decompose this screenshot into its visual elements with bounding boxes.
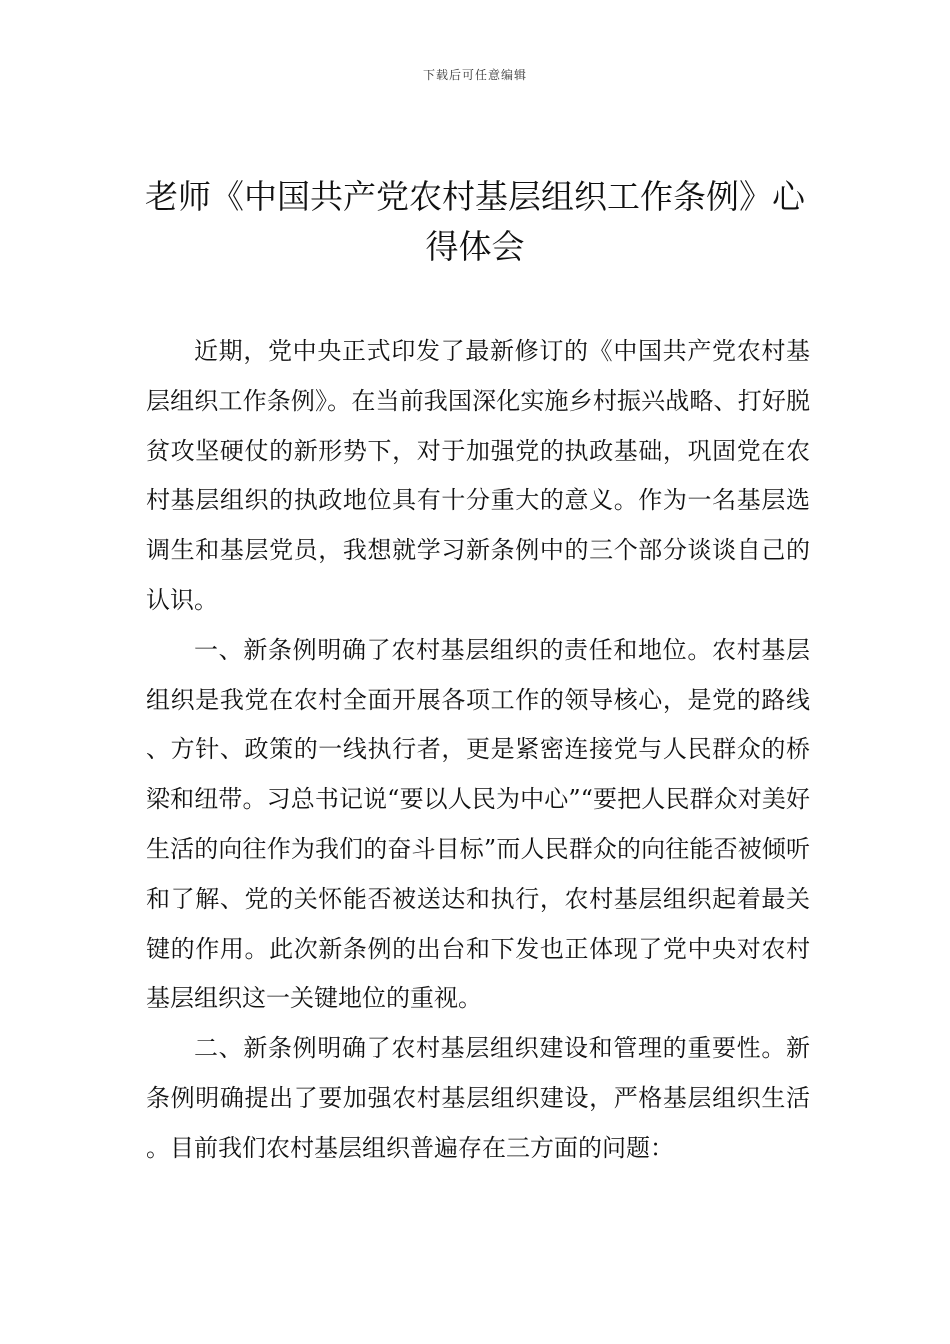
- document-title: 老师《中国共产党农村基层组织工作条例》心得体会: [145, 177, 805, 266]
- header-note: 下载后可任意编辑: [422, 68, 527, 82]
- paragraph-intro: 近期，党中央正式印发了最新修订的《中国共产党农村基层组织工作条例》。在当前我国深化实施乡村振兴战略、打好脱贫攻坚硬仗的新形势下，对于加强党的执政基础，巩固党在农村基层组织的执政地位具有十分重大的意义。作为一名基层选调生和基层党员，我想就学习新条例中的三个部分谈谈自己的认识。: [146, 337, 810, 614]
- document-body: [146, 327, 810, 1174]
- paragraph-section-one: 一、新条例明确了农村基层组织的责任和地位。农村基层组织是我党在农村全面开展各项工作的领导核心，是党的路线、方针、政策的一线执行者，更是紧密连接党与人民群众的桥梁和纽带。习总书记说“要以人民为中心”“要把人民群众对美好生活的向往作为我们的奋斗目标”而人民群众的向往能否被倾听和了解、党的关怀能否被送达和执行，农村基层组织起着最关键的作用。此次新条例的出台和下发也正体现了党中央对农村基层组织这一关键地位的重视。: [146, 635, 810, 1013]
- paragraph-section-two: 二、新条例明确了农村基层组织建设和管理的重要性。新条例明确提出了要加强农村基层组织建设，严格基层组织生活。目前我们农村基层组织普遍存在三方面的问题：: [146, 1034, 810, 1162]
